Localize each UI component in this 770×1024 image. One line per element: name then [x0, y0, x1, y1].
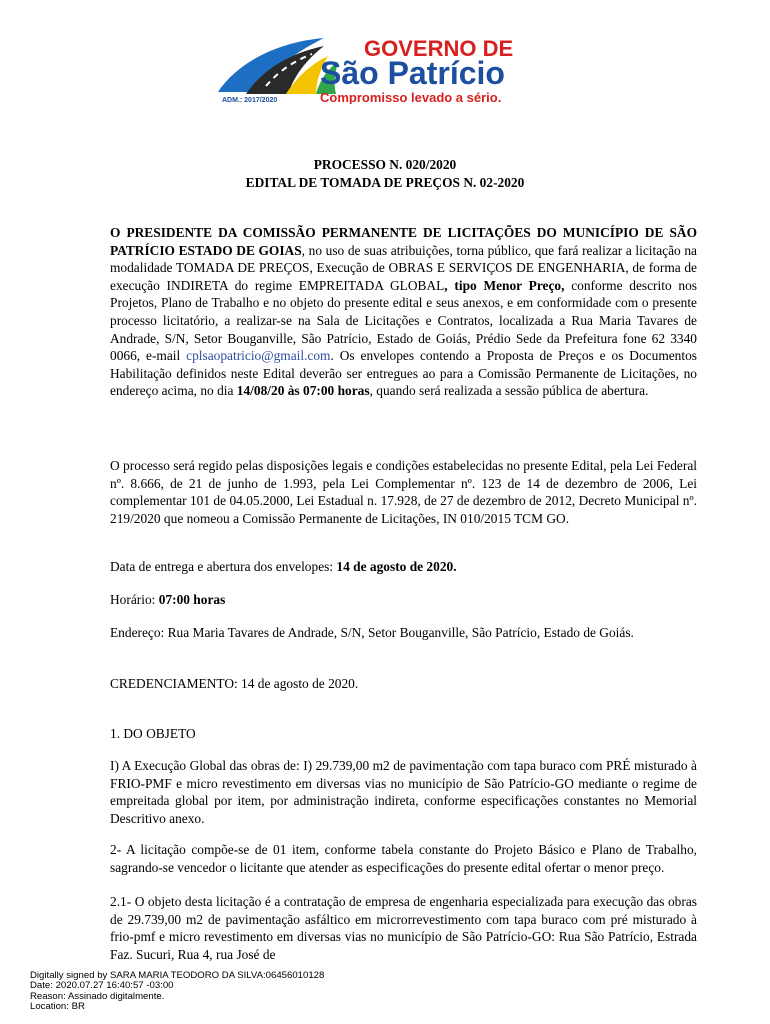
delivery-date-line — [110, 558, 697, 576]
edital-title: EDITAL DE TOMADA DE PREÇOS N. 02-2020 — [245, 175, 525, 190]
signature-date: Date: 2020.07.27 16:40:57 -03:00 — [30, 980, 174, 992]
intro-text-3: . Os envelopes contendo a Proposta de Preços e os Documentos Habilitação definidos neste Edital deverão ser entregues ao para a Comissão Permanente de Licitações, no endereço acima, no dia — [110, 348, 697, 399]
address-paragraph: Endereço: Rua Maria Tavares de Andrade, S/N, Setor Bouganville, São Patrício, Estado de Goiás. — [110, 625, 634, 640]
email-link[interactable]: cplsaopatricio@gmail.com — [186, 348, 331, 364]
intro-text-1: , no uso de suas atribuições, torna público, que fará realizar a licitação na modalidade TOMADA DE PREÇOS, Execução de OBRAS E SERVIÇOS DE ENGENHARIA, de forma de execução INDIRETA do regime EMPREITADA GLOBAL — [110, 242, 697, 293]
intro-bold-type: , tipo Menor Preço, — [444, 277, 565, 293]
intro-bold-date: 14/08/20 às 07:00 horas — [236, 383, 370, 399]
delivery-date-label: Data de entrega e abertura dos envelopes: — [110, 559, 337, 574]
process-number: PROCESSO N. 020/2020 — [313, 157, 457, 172]
signature-signer: Digitally signed by SARA MARIA TEODORO DA SILVA:06456010128 — [30, 970, 325, 981]
delivery-date-value: 14 de agosto de 2020. — [336, 559, 457, 574]
time-value: 07:00 horas — [158, 592, 226, 607]
signature-reason: Reason: Assinado digitalmente. — [30, 990, 165, 1002]
legal-basis-paragraph: O processo será regido pelas disposições legais e condições estabelecidas no presente Edital, pela Lei Federal nº. 8.666, de 21 de junho de 1.993, pela Lei Complementar nº. 123 de 14 de dezembro de 2006, Lei complementar 101 de 04.05.2000, Lei Estadual n. 17.928, de 27 de dezembro de 2012, Decreto Municipal nº. 219/2020 que nomeou a Comissão Permanente de Licitações, IN 010/2015 TCM GO. — [110, 458, 697, 526]
objeto-paragraph-3: 2.1- O objeto desta licitação é a contratação de empresa de engenharia especializada para execução das obras de 29.739,00 m2 de pavimentação asfáltico em microrrevestimento com tapa buraco com pré misturado à frio-pmf e micro revestimento em diversas vias no município de São Patrício-GO: Rua São Patrício, Estrada Faz. Sucuri, Rua 4, rua José de — [110, 894, 697, 962]
logo-city-name: São Patrício — [320, 55, 505, 91]
digital-signature — [30, 971, 324, 1013]
logo-badge: ADM.: 2017/2020 — [222, 97, 278, 104]
accreditation-line: CREDENCIAMENTO: 14 de agosto de 2020. — [110, 676, 359, 691]
section-title-objeto: 1. DO OBJETO — [110, 726, 196, 741]
objeto-paragraph-2: 2- A licitação compõe-se de 01 item, conforme tabela constante do Projeto Básico e Plano de Trabalho, sagrando-se vencedor o licitante que atender as especificações do presente edital ofertar o menor preço. — [110, 842, 697, 875]
intro-text-2: conforme descrito nos Projetos, Plano de Trabalho e no objeto do presente edital e seus anexos, e em conformidade com o presente processo licitatório, a realizar-se na Sala de Licitações e Contratos, localizada a Rua Maria Tavares de Andrade, S/N, Setor Bouganville, São Patrício, Estado de Goiás, Prédio Sede da Prefeitura fone 62 3340 0066, e-mail — [110, 277, 697, 364]
logo-slogan: Compromisso levado a sério. — [320, 90, 502, 104]
intro-text-4: , quando será realizada a sessão pública de abertura. — [369, 383, 649, 399]
government-logo — [216, 34, 586, 104]
intro-bold-president: O PRESIDENTE DA COMISSÃO PERMANENTE DE LICITAÇÕES DO MUNICÍPIO DE SÃO PATRÍCIO ESTADO DE GOIAS — [110, 225, 697, 258]
logo-title: GOVERNO DE — [364, 36, 514, 61]
time-label: Horário: — [110, 592, 159, 607]
time-line — [110, 591, 697, 609]
objeto-paragraph-1: I) A Execução Global das obras de: I) 29.739,00 m2 de pavimentação com tapa buraco com PRÉ misturado à FRIO-PMF e micro revestimento em diversas vias no município de São Patrício-GO mediante o regime de empreitada global por item, por administração indireta, conforme especificações constantes no Memorial Descritivo anexo. — [110, 758, 697, 826]
signature-location: Location: BR — [30, 1001, 85, 1013]
intro-paragraph — [110, 224, 697, 400]
